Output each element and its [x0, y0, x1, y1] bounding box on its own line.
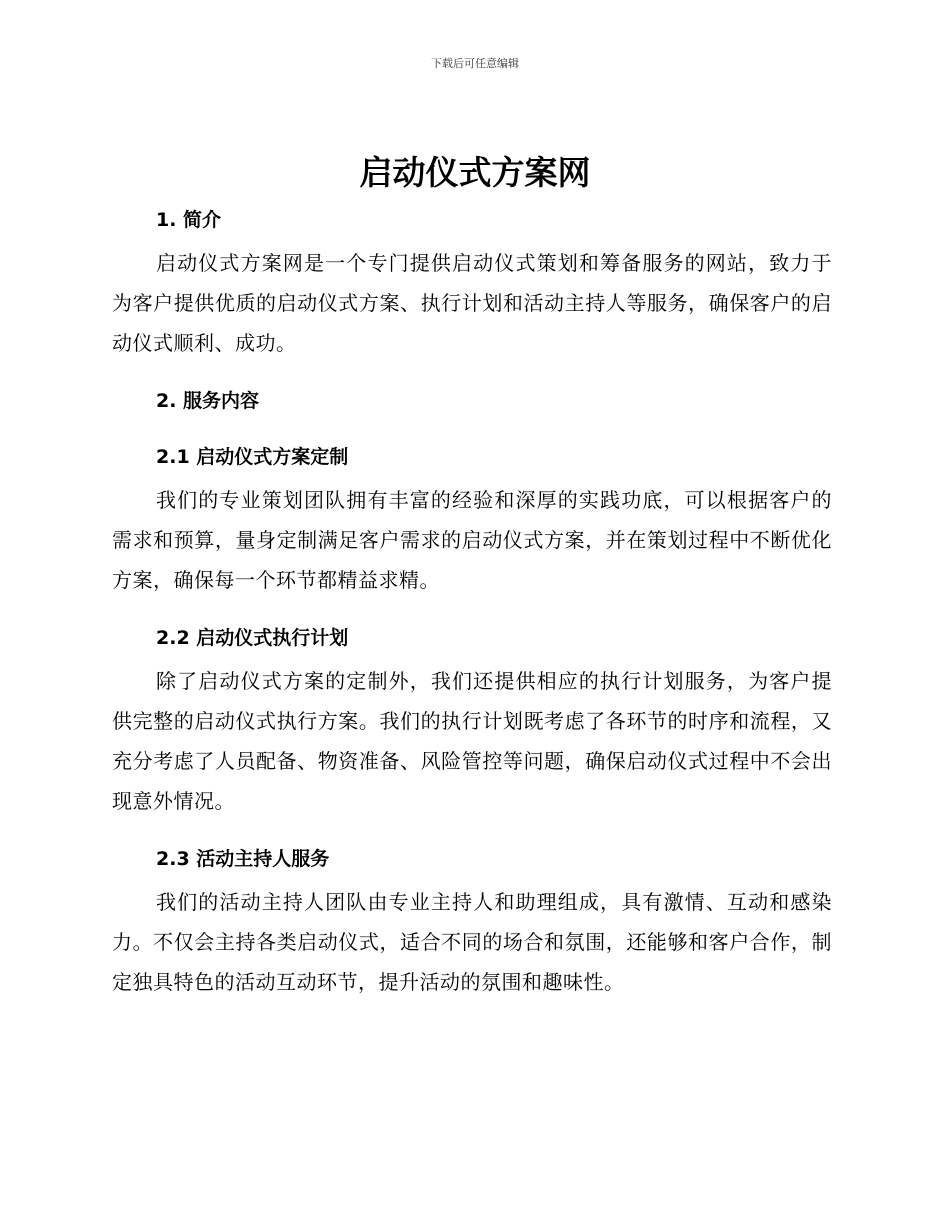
- section-paragraph: 我们的专业策划团队拥有丰富的经验和深厚的实践功底，可以根据客户的需求和预算，量身定制满足客户需求的启动仪式方案，并在策划过程中不断优化方案，确保每一个环节都精益求精。: [112, 488, 832, 592]
- section-execution-plan: [112, 615, 832, 821]
- section-plan-customization: [112, 434, 832, 600]
- header-note: 下载后可任意编辑: [431, 57, 519, 70]
- spacer: [112, 424, 832, 434]
- section-heading: 2.2 启动仪式执行计划: [156, 627, 349, 649]
- section-heading: 2.3 活动主持人服务: [156, 848, 330, 870]
- section-heading: 2.1 启动仪式方案定制: [156, 446, 349, 468]
- section-intro: [112, 197, 832, 363]
- section-host-service: [112, 836, 832, 1002]
- section-paragraph: 我们的活动主持人团队由专业主持人和助理组成，具有激情、互动和感染力。不仅会主持各类启动仪式，适合不同的场合和氛围，还能够和客户合作，制定独具特色的活动互动环节，提升活动的氛围和趣味性。: [112, 890, 832, 994]
- document-body: [112, 197, 832, 1017]
- section-services: [112, 378, 832, 434]
- section-heading: 1. 简介: [156, 209, 222, 231]
- section-paragraph: 除了启动仪式方案的定制外，我们还提供相应的执行计划服务，为客户提供完整的启动仪式执行方案。我们的执行计划既考虑了各环节的时序和流程，又充分考虑了人员配备、物资准备、风险管控等问题，确保启动仪式过程中不会出现意外情况。: [112, 669, 832, 813]
- section-heading: 2. 服务内容: [156, 390, 260, 412]
- document-title: 启动仪式方案网: [359, 153, 591, 192]
- section-paragraph: 启动仪式方案网是一个专门提供启动仪式策划和筹备服务的网站，致力于为客户提供优质的启动仪式方案、执行计划和活动主持人等服务，确保客户的启动仪式顺利、成功。: [112, 251, 832, 355]
